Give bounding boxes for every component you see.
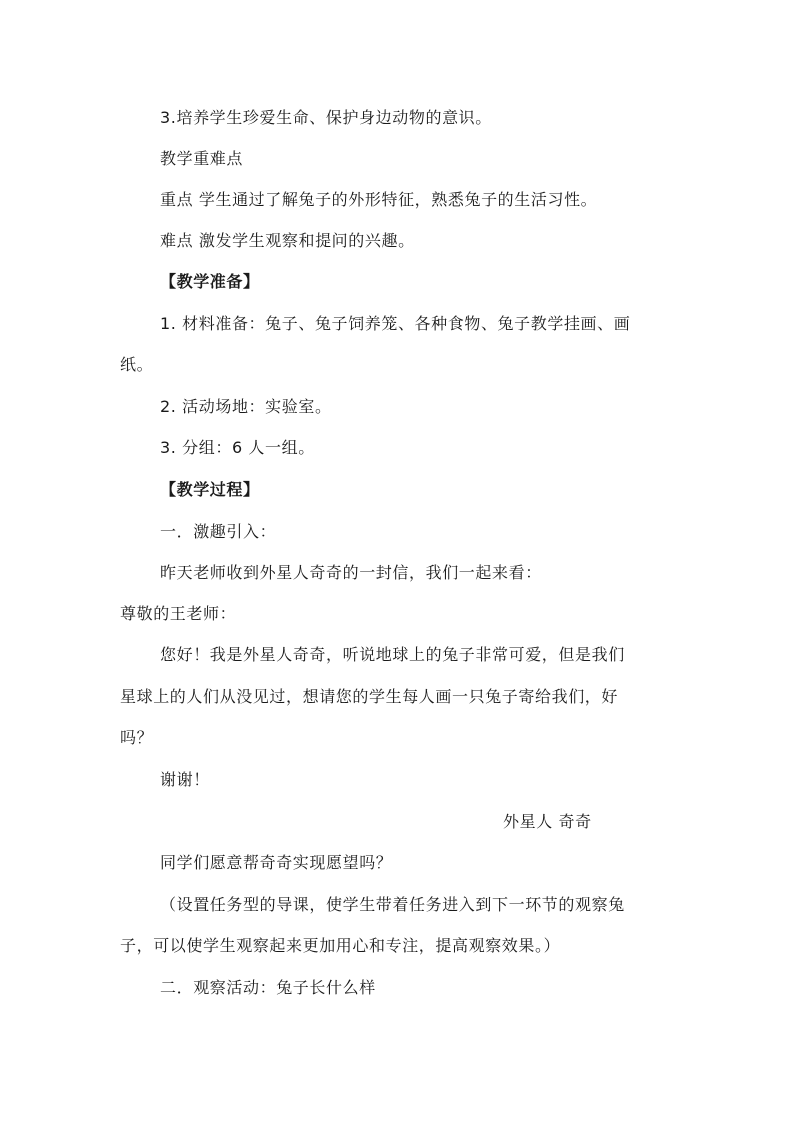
prep-item-1-line1: 1. 材料准备：兔子、兔子饲养笼、各种食物、兔子教学挂画、画 [160, 314, 631, 333]
heading-key-points: 教学重难点 [160, 149, 244, 168]
difficult-point-text: 难点 激发学生观察和提问的兴趣。 [160, 231, 415, 250]
heading-preparation: 【教学准备】 [160, 272, 260, 291]
letter-body-line2: 星球上的人们从没见过，想请您的学生每人画一只兔子寄给我们，好 [120, 687, 619, 706]
letter-body-line1: 您好！我是外星人奇奇，听说地球上的兔子非常可爱，但是我们 [160, 645, 625, 664]
teaching-note-line2: 子，可以使学生观察起来更加用心和专注，提高观察效果。） [120, 936, 561, 955]
section-1-title: 一．激趣引入： [160, 522, 277, 541]
prep-item-1-line2: 纸。 [120, 355, 154, 374]
question-text: 同学们愿意帮奇奇实现愿望吗？ [160, 853, 393, 872]
teaching-note-line1: （设置任务型的导课，使学生带着任务进入到下一环节的观察兔 [160, 895, 625, 914]
letter-salutation: 尊敬的王老师： [120, 604, 237, 623]
prep-item-3: 3. 分组：6 人一组。 [160, 438, 315, 457]
letter-signature: 外星人 奇奇 [503, 812, 592, 831]
heading-process: 【教学过程】 [160, 480, 260, 499]
intro-text: 昨天老师收到外星人奇奇的一封信，我们一起来看： [160, 563, 542, 582]
letter-body-line3: 吗？ [120, 728, 154, 747]
goal-item-3: 3.培养学生珍爱生命、保护身边动物的意识。 [160, 108, 492, 127]
key-point-text: 重点 学生通过了解兔子的外形特征，熟悉兔子的生活习性。 [160, 190, 598, 209]
letter-thanks: 谢谢！ [160, 770, 210, 789]
section-2-title: 二．观察活动：兔子长什么样 [160, 978, 376, 997]
prep-item-2: 2. 活动场地：实验室。 [160, 397, 332, 416]
